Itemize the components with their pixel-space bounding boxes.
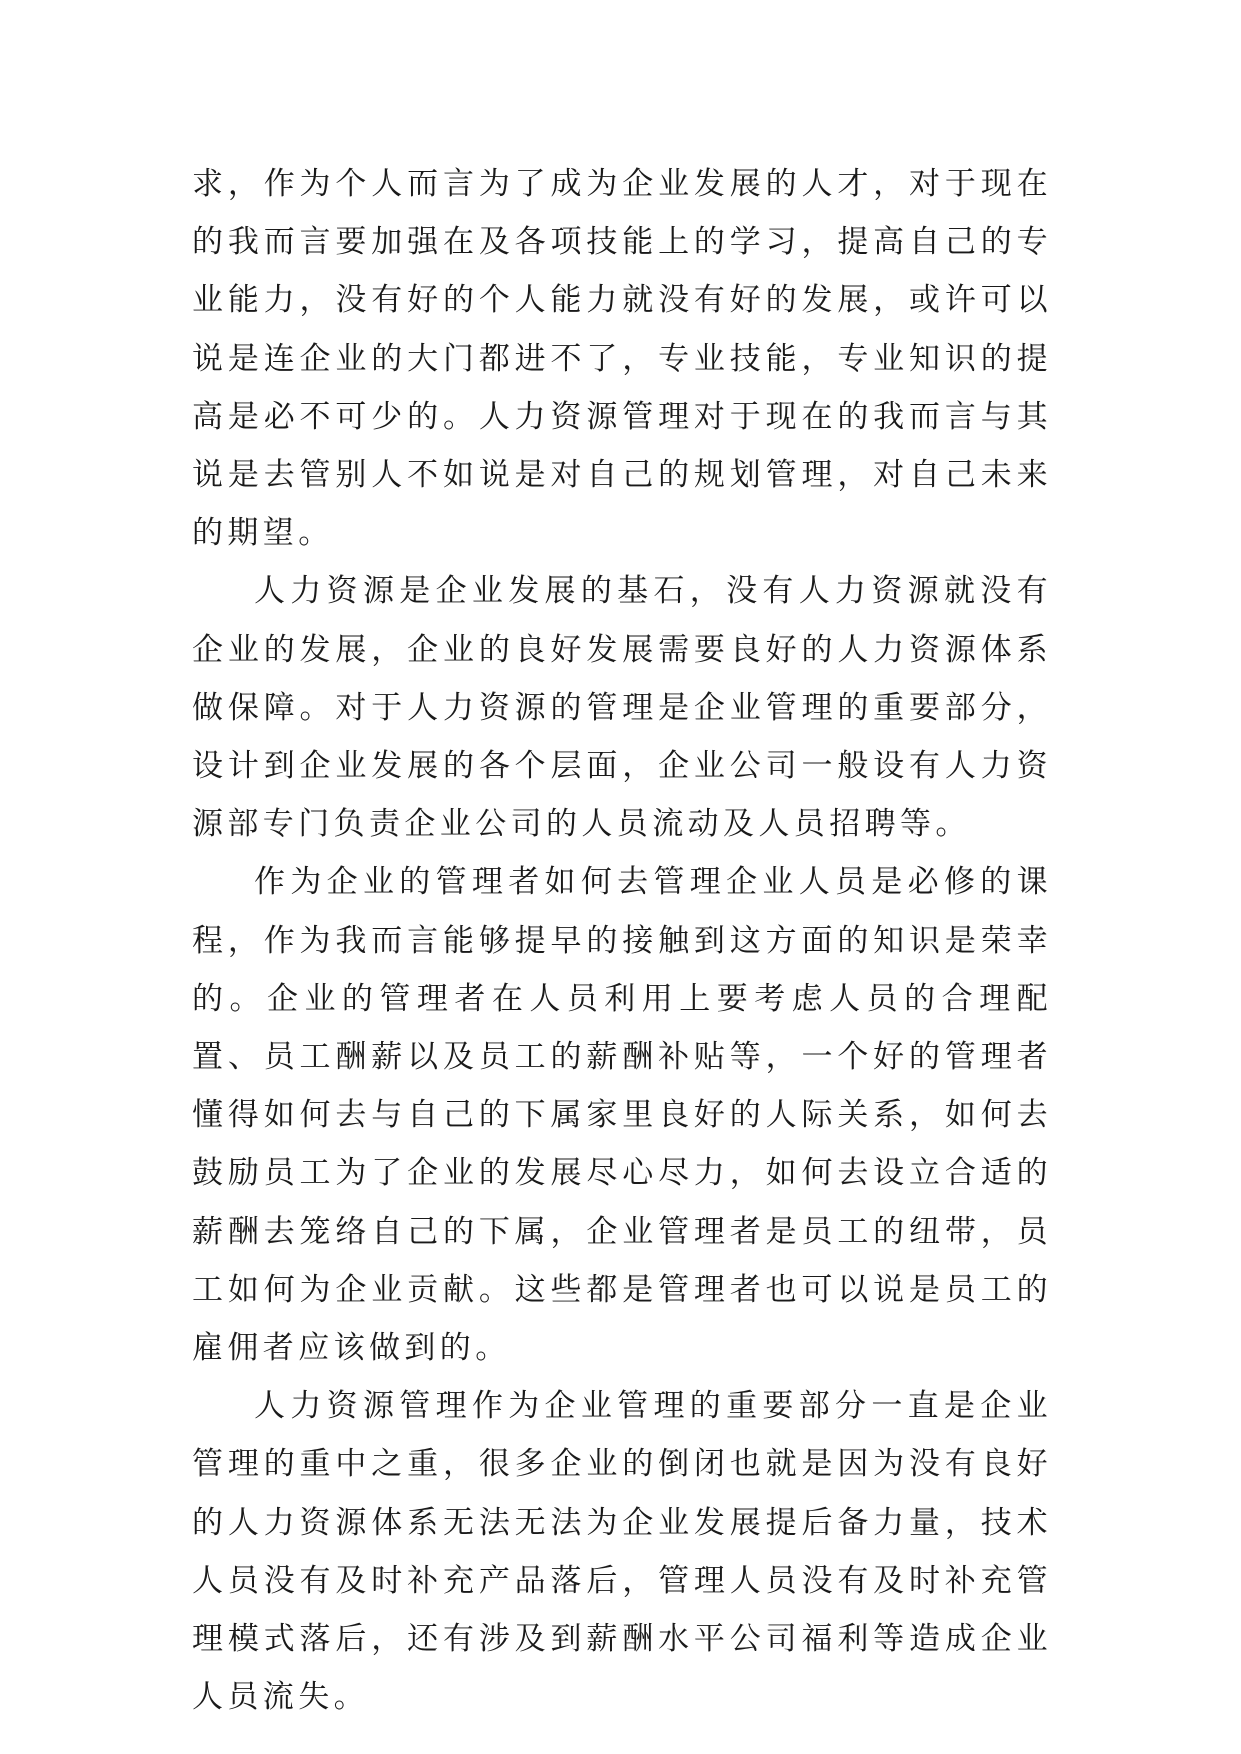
paragraph-2: 人力资源是企业发展的基石，没有人力资源就没有企业的发展，企业的良好发展需要良好的人力资源体系做保障。对于人力资源的管理是企业管理的重要部分，设计到企业发展的各个层面，企业公司一般设有人力资源部专门负责企业公司的人员流动及人员招聘等。: [192, 573, 1052, 843]
paragraph-1: 求，作为个人而言为了成为企业发展的人才，对于现在的我而言要加强在及各项技能上的学习，提高自己的专业能力，没有好的个人能力就没有好的发展，或许可以说是连企业的大门都进不了，专业技能，专业知识的提高是必不可少的。人力资源管理对于现在的我而言与其说是去管别人不如说是对自己的规划管理，对自己未来的期望。: [192, 166, 1052, 552]
paragraph-3: 作为企业的管理者如何去管理企业人员是必修的课程，作为我而言能够提早的接触到这方面的知识是荣幸的。企业的管理者在人员利用上要考虑人员的合理配置、员工酬薪以及员工的薪酬补贴等，一个好的管理者懂得如何去与自己的下属家里良好的人际关系，如何去鼓励员工为了企业的发展尽心尽力，如何去设立合适的薪酬去笼络自己的下属，企业管理者是员工的纽带，员工如何为企业贡献。这些都是管理者也可以说是员工的雇佣者应该做到的。: [192, 864, 1052, 1367]
document-body: [192, 155, 1052, 1726]
paragraph-4: 人力资源管理作为企业管理的重要部分一直是企业管理的重中之重，很多企业的倒闭也就是因为没有良好的人力资源体系无法无法为企业发展提后备力量，技术人员没有及时补充产品落后，管理人员没有及时补充管理模式落后，还有涉及到薪酬水平公司福利等造成企业人员流失。: [192, 1388, 1052, 1716]
